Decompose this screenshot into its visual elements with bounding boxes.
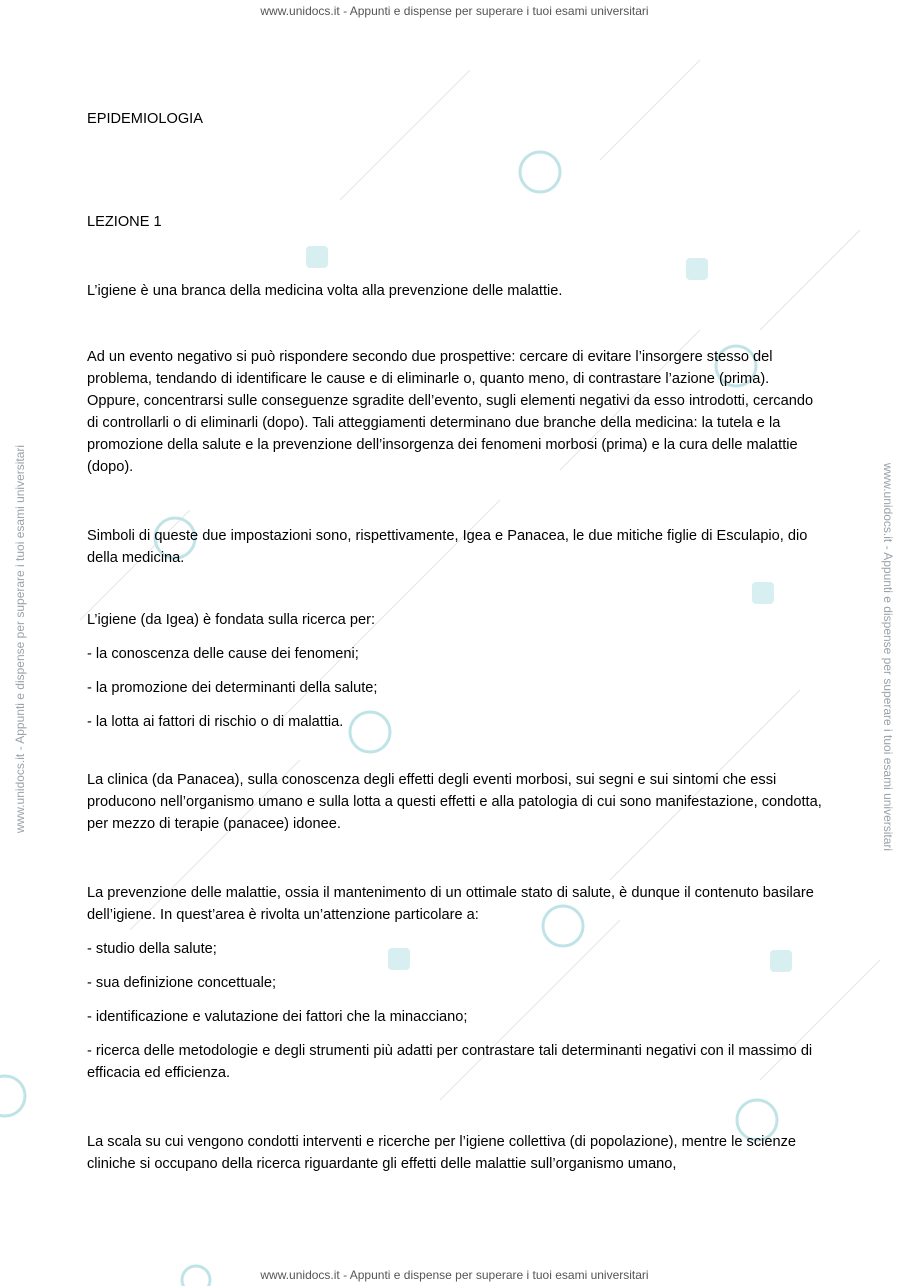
paragraph-6: La prevenzione delle malattie, ossia il mantenimento di un ottimale stato di salute, è dunque il contenuto basilare dell’igiene. In quest’area è rivolta un’attenzione particolare a:	[87, 885, 814, 923]
paragraph-7: La scala su cui vengono condotti interventi e ricerche per l’igiene collettiva (di popolazione), mentre le scienze cliniche si occupano della ricerca riguardante gli effetti delle malattie sull’organismo umano,	[87, 1134, 797, 1172]
watermark-top: www.unidocs.it - Appunti e dispense per superare i tuoi esami universitari	[260, 4, 649, 18]
paragraph-4: L’igiene (da Igea) è fondata sulla ricerca per:	[87, 612, 375, 628]
list-item: - studio della salute;	[87, 941, 217, 957]
paragraph-2: Ad un evento negativo si può rispondere secondo due prospettive: cercare di evitare l’insorgere stesso del problema, tendando di identificare le cause e di eliminarle o, quanto meno, di contrastare l’azione (prima). Oppure, concentrarsi sulle conseguenze sgradite dell’evento, sugli elementi negativi da esso introdotti, cercando di controllarli o di eliminarli (dopo). Tali atteggiamenti determinano due branche della medicina: la tutela e la promozione della salute e la prevenzione dell’insorgenza dei fenomeni morbosi (prima) e la cura delle malattie (dopo).	[87, 349, 814, 475]
watermark-left: www.unidocs.it - Appunti e dispense per superare i tuoi esami universitari	[13, 444, 27, 834]
paragraph-5: La clinica (da Panacea), sulla conoscenza degli effetti degli eventi morbosi, sui segni e sui sintomi che essi producono nell’organismo umano e sulla lotta a questi effetti e alla patologia di cui sono manifestazione, condotta, per mezzo di terapie (panacee) idonee.	[87, 772, 822, 832]
list-item: - la conoscenza delle cause dei fenomeni;	[87, 646, 359, 662]
list-item: - identificazione e valutazione dei fattori che la minacciano;	[87, 1009, 468, 1025]
list-item: - ricerca delle metodologie e degli strumenti più adatti per contrastare tali determinanti negativi con il massimo di efficacia ed efficienza.	[87, 1043, 813, 1081]
lesson-heading: LEZIONE 1	[87, 214, 162, 230]
paragraph-3: Simboli di queste due impostazioni sono, rispettivamente, Igea e Panacea, le due mitiche figlie di Esculapio, dio della medicina.	[87, 528, 808, 566]
list-item: - la lotta ai fattori di rischio o di malattia.	[87, 714, 344, 730]
document-body	[87, 108, 822, 1175]
paragraph-1: L’igiene è una branca della medicina volta alla prevenzione delle malattie.	[87, 283, 563, 299]
document-title: EPIDEMIOLOGIA	[87, 111, 203, 127]
watermark-bottom: www.unidocs.it - Appunti e dispense per superare i tuoi esami universitari	[260, 1268, 649, 1282]
watermark-right: www.unidocs.it - Appunti e dispense per superare i tuoi esami universitari	[881, 462, 895, 852]
list-item: - sua definizione concettuale;	[87, 975, 277, 991]
list-item: - la promozione dei determinanti della salute;	[87, 680, 378, 696]
